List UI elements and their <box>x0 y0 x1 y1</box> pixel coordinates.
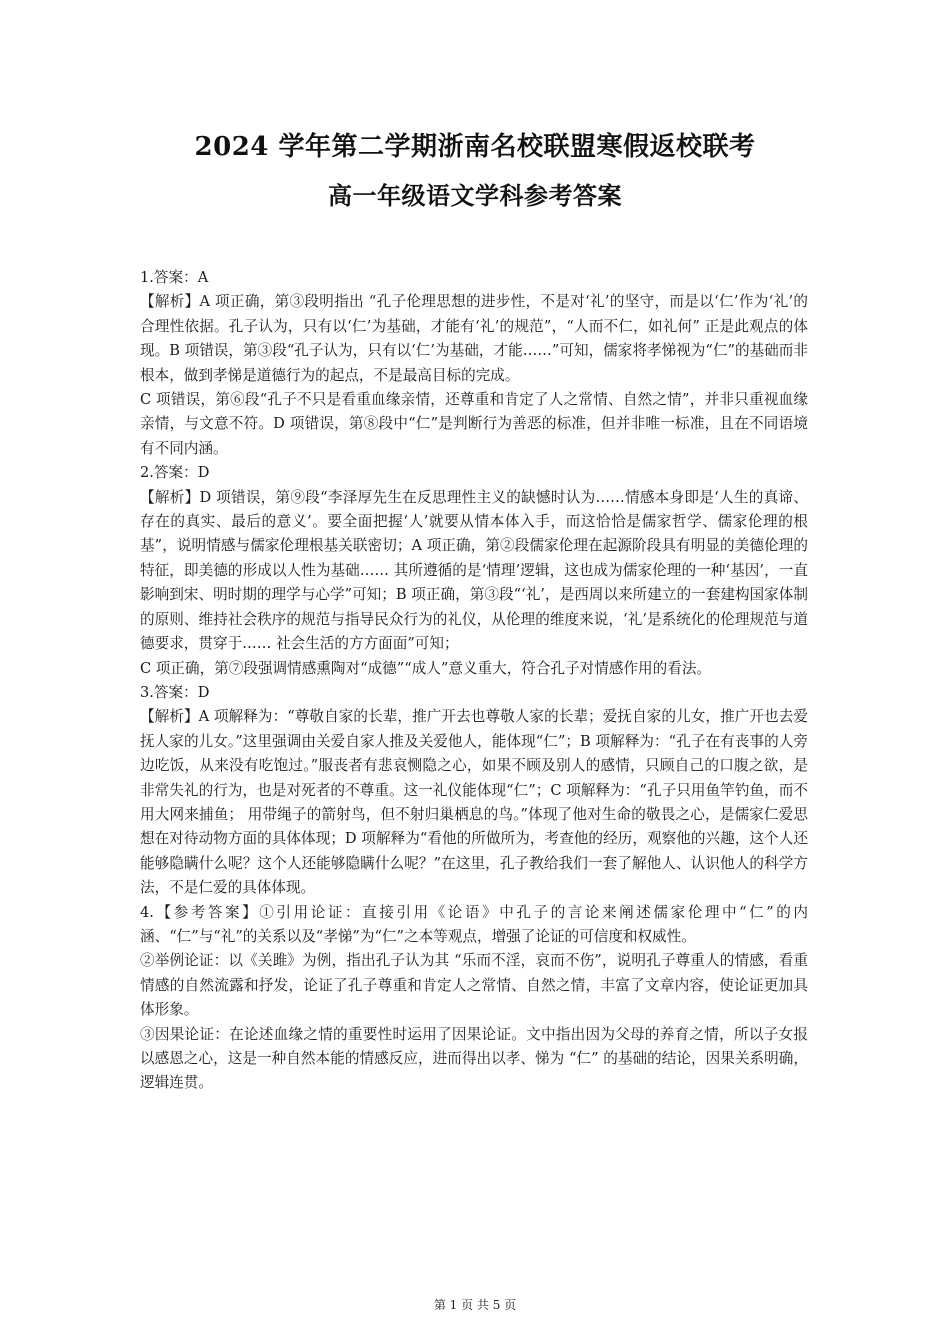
page-number: 第 1 页 共 5 页 <box>433 1298 517 1312</box>
answer-4-point-1: 4.【参考答案】①引用论证：直接引用《论语》中孔子的言论来阐述儒家伦理中“仁”的内涵、“仁”与“礼”的关系以及“孝悌”为“仁”之本等观点，增强了论证的可信度和权威性。 <box>140 903 808 945</box>
answer-3-heading: 3.答案：D <box>140 683 210 701</box>
answer-1-analysis: 【解析】A 项正确，第③段明指出 “孔子伦理思想的进步性，不是对‘礼’的坚守，而是以‘仁’作为‘礼’的合理性依据。孔子认为，只有以‘仁’为基础，才能有‘礼’的规范”，“人而不仁，如礼何” 正是此观点的体现。B 项错误，第③段“孔子认为，只有以‘仁’为基础，才能……”可知，儒家将孝悌视为“仁”的基础而非根本，做到孝悌是道德行为的起点，不是最高目标的完成。 <box>140 293 808 384</box>
answer-1-analysis-cont: C 项错误，第⑥段“孔子不只是看重血缘亲情，还尊重和肯定了人之常情、自然之情”，并非只重视血缘亲情，与文意不符。D 项错误，第⑧段中“仁”是判断行为善恶的标准，但并非唯一标准，且在不同语境有不同内涵。 <box>140 391 808 457</box>
document-title: 2024 学年第二学期浙南名校联盟寒假返校联考 <box>194 132 756 162</box>
document-subtitle: 高一年级语文学科参考答案 <box>328 181 622 210</box>
answer-4-point-3: ③因果论证：在论述血缘之情的重要性时运用了因果论证。文中指出因为父母的养育之情，所以子女报以感恩之心，这是一种自然本能的情感反应，进而得出以孝、悌为 “仁” 的基础的结论，因果关系明确，逻辑连贯。 <box>140 1025 808 1092</box>
answer-content <box>140 266 808 1096</box>
answer-2-analysis-cont: C 项正确，第⑦段强调情感熏陶对“成德”“成人”意义重大，符合孔子对情感作用的看法。 <box>140 659 712 677</box>
answer-4-point-2: ②举例论证：以《关雎》为例，指出孔子认为其 “乐而不淫，哀而不伤”，说明孔子尊重人的情感，看重情感的自然流露和抒发，论证了孔子尊重和肯定人之常情、自然之情，丰富了文章内容，使论证更加具体形象。 <box>140 952 808 1019</box>
answer-1-heading: 1.答案：A <box>140 269 209 286</box>
answer-2-analysis: 【解析】D 项错误，第⑨段“李泽厚先生在反思理性主义的缺憾时认为……情感本身即是‘人生的真谛、存在的真实、最后的意义’。要全面把握‘人’就要从情本体入手，而这恰恰是儒家哲学、儒家伦理的根基”，说明情感与儒家伦理根基关联密切；A 项正确，第②段儒家伦理在起源阶段具有明显的美德伦理的特征，即美德的形成以人性为基础…… 其所遵循的是‘情理’逻辑，这也成为儒家伦理的一种‘基因’，一直影响到宋、明时期的理学与心学”可知；B 项正确，第③段“‘礼’，是西周以来所建立的一套建构国家体制的原则、维持社会秩序的规范与指导民众行为的礼仪，从伦理的维度来说，‘礼’是系统化的伦理规范与道德要求，贯穿于…… 社会生活的方方面面”可知； <box>140 488 808 653</box>
answer-2-heading: 2.答案：D <box>140 464 210 482</box>
answer-3-analysis: 【解析】A 项解释为：“尊敬自家的长辈，推广开去也尊敬人家的长辈；爱抚自家的儿女，推广开也去爱抚人家的儿女。”这里强调由关爱自家人推及关爱他人，能体现“仁”；B 项解释为：“孔子在有丧事的人旁边吃饭，从来没有吃饱过。”服丧者有悲哀恻隐之心，如果不顾及别人的感情，只顾自己的口腹之欲，是非常失礼的行为，也是对死者的不尊重。这一礼仪能体现“仁”；C 项解释为：“孔子只用鱼竿钓鱼，而不用大网来捕鱼； 用带绳子的箭射鸟，但不射归巢栖息的鸟。”体现了他对生命的敬畏之心，是儒家仁爱思想在对待动物方面的具体体现；D 项解释为“看他的所做所为，考查他的经历，观察他的兴趣，这个人还能够隐瞒什么呢？这个人还能够隐瞒什么呢？”在这里，孔子教给我们一套了解他人、认识他人的科学方法，不是仁爱的具体体现。 <box>140 708 808 897</box>
